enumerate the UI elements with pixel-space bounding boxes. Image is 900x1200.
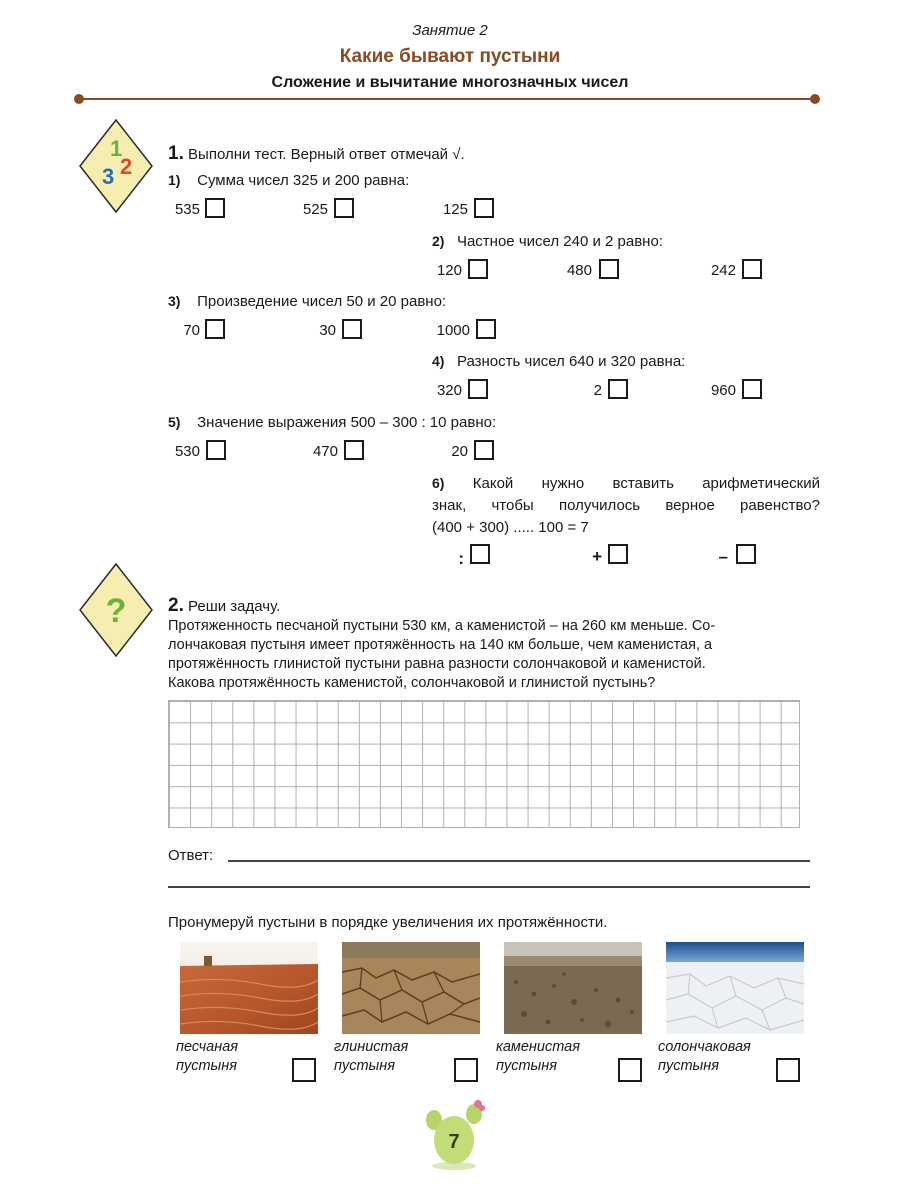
q5-option-1-checkbox[interactable]	[206, 440, 226, 460]
q3-option-3: 1000	[436, 322, 470, 339]
rank-stony-checkbox[interactable]	[618, 1058, 642, 1082]
task2-problem-text	[168, 617, 820, 693]
q5-label: 5)	[168, 414, 181, 430]
q3-text: Произведение чисел 50 и 20 равно:	[197, 293, 447, 310]
q1-option-3-checkbox[interactable]	[474, 198, 494, 218]
q6-option-1-checkbox[interactable]	[470, 544, 490, 564]
q1-option-3: 125	[442, 201, 468, 218]
q6-option-3: –	[718, 547, 728, 566]
q6-option-2: +	[592, 547, 602, 566]
q4-option-2-checkbox[interactable]	[608, 379, 628, 399]
caption-salt	[658, 1038, 751, 1076]
q3-option-1: 70	[183, 322, 200, 339]
q6-text-line1: Какой нужно вставить арифметический	[472, 475, 820, 492]
q5-option-1: 530	[174, 443, 200, 460]
q1-label: 1)	[168, 172, 181, 188]
sand-desert-photo	[180, 942, 318, 1034]
badge-digit-3: 3	[102, 164, 115, 189]
q6-line1	[432, 474, 820, 493]
q5-option-2: 470	[312, 443, 338, 460]
q3-option-2: 30	[319, 322, 336, 339]
task2-number: 2.	[168, 595, 184, 616]
q3-prompt	[168, 292, 446, 311]
q3-option-1-checkbox[interactable]	[205, 319, 225, 339]
q5-option-3-checkbox[interactable]	[474, 440, 494, 460]
q2-option-2: 480	[566, 262, 592, 279]
caption-sand-line2: пустыня	[176, 1058, 237, 1074]
lesson-label: Занятие 2	[412, 22, 488, 39]
cactus-page-number-icon	[418, 1098, 490, 1172]
caption-stony	[496, 1038, 580, 1076]
caption-clay-line1: глинистая	[334, 1039, 409, 1055]
salt-desert-photo	[666, 942, 804, 1034]
q2-option-3: 242	[710, 262, 736, 279]
task2-line: Протяженность песчаной пустыни 530 км, а каменистой – на 260 км меньше. Со-	[168, 618, 716, 634]
answer-line-2[interactable]	[168, 886, 810, 888]
rank-sand-checkbox[interactable]	[292, 1058, 316, 1082]
caption-stony-line1: каменистая	[496, 1039, 580, 1055]
q2-option-2-checkbox[interactable]	[599, 259, 619, 279]
page-title: Какие бывают пустыни	[339, 46, 561, 67]
question-badge-icon	[78, 562, 154, 658]
caption-sand	[176, 1038, 238, 1076]
q1-prompt	[168, 171, 409, 190]
caption-stony-line2: пустыня	[496, 1058, 557, 1074]
q4-option-3-checkbox[interactable]	[742, 379, 762, 399]
q3-option-2-checkbox[interactable]	[342, 319, 362, 339]
task2-line: протяжённость глинистой пустыни равна разности солончаковой и каменистой.	[168, 656, 706, 672]
q5-option-2-checkbox[interactable]	[344, 440, 364, 460]
q4-option-2: 2	[593, 382, 602, 399]
clay-desert-photo	[342, 942, 480, 1034]
badge-question-mark: ?	[105, 592, 127, 630]
task2-instruction: Реши задачу.	[188, 598, 281, 615]
q1-option-2: 525	[302, 201, 328, 218]
solution-grid[interactable]	[168, 700, 800, 828]
q4-option-1-checkbox[interactable]	[468, 379, 488, 399]
q2-prompt	[432, 232, 663, 251]
badge-digit-1: 1	[110, 136, 123, 161]
q2-label: 2)	[432, 233, 445, 249]
answer-label: Ответ:	[168, 847, 214, 864]
q2-option-3-checkbox[interactable]	[742, 259, 762, 279]
q6-line3: (400 + 300) ..... 100 = 7	[432, 519, 589, 536]
page-subtitle: Сложение и вычитание многозначных чисел	[271, 74, 629, 91]
q2-option-1-checkbox[interactable]	[468, 259, 488, 279]
q6-option-1: :	[458, 549, 464, 568]
q5-text: Значение выражения 500 – 300 : 10 равно:	[197, 414, 497, 431]
page-number: 7	[448, 1131, 460, 1153]
q3-label: 3)	[168, 293, 181, 309]
caption-clay	[334, 1038, 408, 1076]
q1-text: Сумма чисел 325 и 200 равна:	[197, 172, 410, 189]
task1-instruction: Выполни тест. Верный ответ отмечай √.	[188, 146, 465, 163]
q6-line2: знак, чтобы получилось верное равенство?	[432, 497, 820, 514]
divider-dot-left	[74, 94, 84, 104]
q1-option-1: 535	[174, 201, 200, 218]
q4-option-3: 960	[710, 382, 736, 399]
q6-option-3-checkbox[interactable]	[736, 544, 756, 564]
rank-salt-checkbox[interactable]	[776, 1058, 800, 1082]
divider-dot-right	[810, 94, 820, 104]
task2-heading	[168, 596, 280, 616]
q1-option-2-checkbox[interactable]	[334, 198, 354, 218]
caption-salt-line1: солончаковая	[658, 1039, 751, 1055]
q4-label: 4)	[432, 353, 445, 369]
task1-heading	[168, 144, 465, 164]
task2-line: Какова протяжённость каменистой, солончаковой и глинистой пустынь?	[168, 675, 656, 691]
q6-option-2-checkbox[interactable]	[608, 544, 628, 564]
caption-sand-line1: песчаная	[176, 1039, 239, 1055]
numbers-badge-icon	[78, 118, 154, 214]
task3-instruction: Пронумеруй пустыни в порядке увеличения их протяжённости.	[168, 914, 608, 931]
caption-clay-line2: пустыня	[334, 1058, 395, 1074]
q1-option-1-checkbox[interactable]	[205, 198, 225, 218]
task2-line: лончаковая пустыня имеет протяжённость на 140 км больше, чем каменистая, а	[168, 637, 713, 653]
q5-option-3: 20	[451, 443, 468, 460]
task1-number: 1.	[168, 143, 184, 164]
q4-option-1: 320	[436, 382, 462, 399]
q2-option-1: 120	[436, 262, 462, 279]
q4-prompt	[432, 352, 685, 371]
q2-text: Частное чисел 240 и 2 равно:	[456, 233, 663, 250]
q5-prompt	[168, 413, 496, 432]
stony-desert-photo	[504, 942, 642, 1034]
caption-salt-line2: пустыня	[658, 1058, 719, 1074]
q3-option-3-checkbox[interactable]	[476, 319, 496, 339]
q4-text: Разность чисел 640 и 320 равна:	[456, 353, 686, 370]
header-divider	[80, 98, 816, 100]
answer-line-1[interactable]	[228, 860, 810, 862]
rank-clay-checkbox[interactable]	[454, 1058, 478, 1082]
badge-digit-2: 2	[120, 154, 133, 179]
q6-label: 6)	[432, 475, 445, 491]
